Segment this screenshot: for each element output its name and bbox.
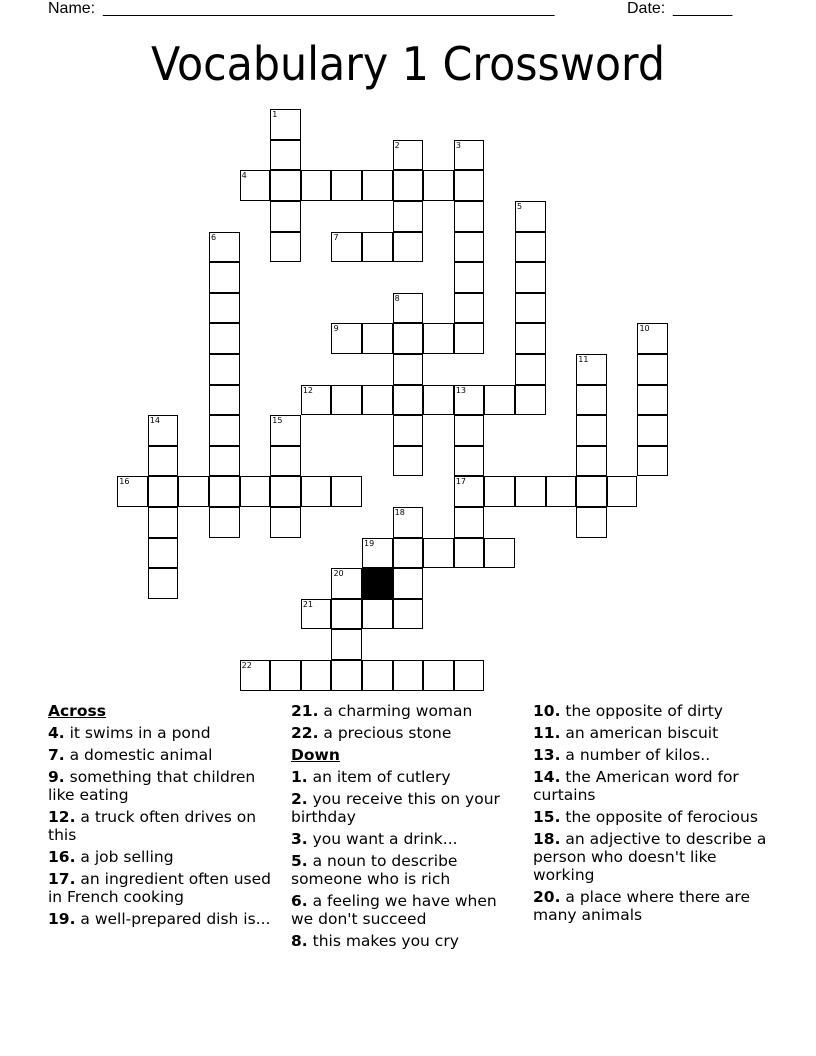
grid-cell[interactable] (637, 446, 668, 477)
grid-cell[interactable] (454, 293, 485, 324)
grid-cell[interactable] (209, 476, 240, 507)
clue-number: 2 (394, 140, 400, 150)
grid-cell[interactable] (331, 323, 362, 354)
down-clue (291, 768, 521, 786)
grid-cell[interactable] (270, 201, 301, 232)
down-clue (291, 830, 521, 848)
grid-cell[interactable] (331, 476, 362, 507)
clue-num: 4. (48, 724, 65, 742)
grid-cell[interactable] (331, 232, 362, 263)
grid-cell[interactable] (515, 385, 546, 416)
grid-cell[interactable] (393, 507, 424, 538)
clue-number: 8 (394, 293, 400, 303)
grid-cell[interactable] (209, 323, 240, 354)
down-clue-list-continued (533, 702, 773, 924)
grid-cell[interactable] (270, 660, 301, 691)
clue-num: 11. (533, 724, 561, 742)
grid-cell[interactable] (209, 262, 240, 293)
grid-cell[interactable] (178, 476, 209, 507)
grid-cell[interactable] (362, 599, 393, 630)
clue-text: the opposite of ferocious (565, 808, 758, 826)
grid-cell[interactable] (301, 599, 332, 630)
clue-num: 22. (291, 724, 319, 742)
grid-cell[interactable] (576, 507, 607, 538)
clue-number: 5 (517, 202, 523, 212)
name-date-header (48, 0, 768, 20)
clue-text: an item of cutlery (312, 768, 451, 786)
clue-num: 5. (291, 852, 308, 870)
down-clue (533, 830, 773, 884)
grid-cell[interactable] (148, 507, 179, 538)
down-clue (533, 746, 773, 764)
grid-cell[interactable] (454, 323, 485, 354)
clues-column-2 (291, 702, 521, 954)
clue-number: 17 (455, 477, 467, 487)
grid-cell[interactable] (484, 538, 515, 569)
clue-text: the American word for curtains (533, 768, 739, 804)
clue-num: 6. (291, 892, 308, 910)
grid-cell[interactable] (148, 476, 179, 507)
clue-number: 12 (302, 385, 314, 395)
clue-text: a charming woman (323, 702, 473, 720)
across-clue (291, 724, 521, 742)
grid-cell[interactable] (423, 323, 454, 354)
clue-text: a truck often drives on this (48, 808, 257, 844)
down-clue (533, 808, 773, 826)
across-clue (48, 768, 278, 804)
grid-cell[interactable] (423, 660, 454, 691)
grid-cell[interactable] (454, 385, 485, 416)
grid-cell[interactable] (301, 385, 332, 416)
clue-number: 14 (149, 416, 161, 426)
clue-number: 13 (455, 385, 467, 395)
grid-cell[interactable] (362, 385, 393, 416)
grid-cell[interactable] (209, 293, 240, 324)
grid-cell[interactable] (393, 385, 424, 416)
grid-cell[interactable] (209, 385, 240, 416)
grid-cell[interactable] (270, 446, 301, 477)
clue-num: 8. (291, 932, 308, 950)
across-clue (48, 910, 278, 928)
grid-cell[interactable] (454, 262, 485, 293)
down-clue (291, 852, 521, 888)
down-clue-list (291, 768, 521, 950)
grid-cell[interactable] (637, 415, 668, 446)
grid-cell[interactable] (576, 446, 607, 477)
grid-cell[interactable] (240, 170, 271, 201)
grid-cell[interactable] (423, 385, 454, 416)
grid-cell[interactable] (270, 170, 301, 201)
down-clue (533, 888, 773, 924)
clue-text: a number of kilos.. (565, 746, 711, 764)
grid-cell[interactable] (515, 476, 546, 507)
grid-cell[interactable] (576, 415, 607, 446)
grid-cell[interactable] (270, 415, 301, 446)
grid-cell[interactable] (454, 660, 485, 691)
down-clue (533, 724, 773, 742)
name-label: Name: (48, 0, 96, 17)
clue-text: a precious stone (323, 724, 452, 742)
grid-cell[interactable] (331, 170, 362, 201)
name-field[interactable]: ______________________________________________________ (103, 0, 554, 17)
grid-cell[interactable] (423, 538, 454, 569)
crossword-grid (118, 110, 678, 694)
clue-number: 16 (119, 477, 130, 487)
clue-text: you receive this on your birthday (291, 790, 500, 826)
grid-cell[interactable] (393, 201, 424, 232)
grid-cell[interactable] (393, 232, 424, 263)
grid-cell[interactable] (270, 232, 301, 263)
clue-text: a place where there are many animals (533, 888, 750, 924)
grid-cell[interactable] (148, 568, 179, 599)
clue-text: the opposite of dirty (565, 702, 723, 720)
clue-num: 13. (533, 746, 561, 764)
clue-text: this makes you cry (312, 932, 459, 950)
grid-cell[interactable] (393, 140, 424, 171)
clue-num: 2. (291, 790, 308, 808)
down-heading: Down (291, 746, 340, 764)
grid-cell[interactable] (393, 446, 424, 477)
clue-num: 9. (48, 768, 65, 786)
clue-text: a noun to describe someone who is rich (291, 852, 458, 888)
grid-cell[interactable] (546, 476, 577, 507)
grid-cell[interactable] (270, 476, 301, 507)
grid-cell[interactable] (148, 415, 179, 446)
clue-text: it swims in a pond (69, 724, 211, 742)
grid-cell[interactable] (362, 323, 393, 354)
across-clue (48, 746, 278, 764)
clue-number: 1 (272, 110, 278, 120)
grid-cell[interactable] (454, 140, 485, 171)
grid-cell[interactable] (637, 385, 668, 416)
black-cell (362, 568, 393, 599)
grid-cell[interactable] (454, 415, 485, 446)
clue-num: 14. (533, 768, 561, 786)
clue-number: 22 (241, 661, 252, 671)
grid-cell[interactable] (393, 293, 424, 324)
clue-text: a job selling (80, 848, 174, 866)
grid-cell[interactable] (209, 415, 240, 446)
grid-cell[interactable] (515, 232, 546, 263)
down-clue (533, 768, 773, 804)
across-clue (48, 870, 278, 906)
grid-cell[interactable] (209, 507, 240, 538)
date-field[interactable]: _______ (673, 0, 732, 17)
grid-cell[interactable] (270, 507, 301, 538)
grid-cell[interactable] (331, 568, 362, 599)
clue-number: 7 (333, 232, 339, 242)
grid-cell[interactable] (362, 232, 393, 263)
grid-cell[interactable] (117, 476, 148, 507)
across-clue-list (48, 724, 278, 928)
clue-num: 1. (291, 768, 308, 786)
grid-cell[interactable] (576, 354, 607, 385)
grid-cell[interactable] (148, 446, 179, 477)
down-clue (533, 702, 773, 720)
clue-text: an american biscuit (565, 724, 719, 742)
clues-column-3 (533, 702, 773, 928)
clue-text: you want a drink... (312, 830, 458, 848)
across-clue (48, 848, 278, 866)
grid-cell[interactable] (209, 354, 240, 385)
clue-text: something that children like eating (48, 768, 256, 804)
clue-text: a feeling we have when we don't succeed (291, 892, 497, 928)
grid-cell[interactable] (331, 629, 362, 660)
grid-cell[interactable] (637, 323, 668, 354)
down-clue (291, 892, 521, 928)
grid-cell[interactable] (301, 476, 332, 507)
clue-num: 16. (48, 848, 76, 866)
clue-num: 18. (533, 830, 561, 848)
grid-cell[interactable] (362, 538, 393, 569)
clue-num: 12. (48, 808, 76, 826)
grid-cell[interactable] (393, 660, 424, 691)
grid-cell[interactable] (393, 538, 424, 569)
across-clue (48, 724, 278, 742)
grid-cell[interactable] (393, 599, 424, 630)
across-clue (48, 808, 278, 844)
grid-cell[interactable] (331, 385, 362, 416)
across-clue-list-continued (291, 702, 521, 742)
grid-cell[interactable] (393, 170, 424, 201)
clue-number: 3 (455, 140, 461, 150)
clue-number: 18 (394, 508, 405, 518)
clue-num: 10. (533, 702, 561, 720)
clue-number: 15 (272, 416, 283, 426)
grid-cell[interactable] (454, 476, 485, 507)
clue-number: 9 (333, 324, 339, 334)
grid-cell[interactable] (362, 660, 393, 691)
grid-cell[interactable] (515, 354, 546, 385)
clue-num: 21. (291, 702, 319, 720)
grid-cell[interactable] (209, 232, 240, 263)
clue-number: 19 (364, 538, 375, 548)
grid-cell[interactable] (454, 232, 485, 263)
grid-cell[interactable] (454, 507, 485, 538)
clue-number: 6 (211, 232, 217, 242)
grid-cell[interactable] (423, 170, 454, 201)
grid-cell[interactable] (331, 660, 362, 691)
grid-cell[interactable] (362, 170, 393, 201)
grid-cell[interactable] (454, 201, 485, 232)
clue-number: 21 (302, 599, 314, 609)
clue-text: an ingredient often used in French cooking (48, 870, 272, 906)
grid-cell[interactable] (270, 109, 301, 140)
grid-cell[interactable] (454, 170, 485, 201)
grid-cell[interactable] (607, 476, 638, 507)
clue-num: 3. (291, 830, 308, 848)
grid-cell[interactable] (515, 323, 546, 354)
grid-cell[interactable] (515, 201, 546, 232)
clue-text: a well-prepared dish is... (80, 910, 271, 928)
clue-text: a domestic animal (69, 746, 213, 764)
clue-text: an adjective to describe a person who doesn't like working (533, 830, 767, 884)
grid-cell[interactable] (331, 599, 362, 630)
grid-cell[interactable] (270, 140, 301, 171)
clue-num: 20. (533, 888, 561, 906)
grid-cell[interactable] (515, 262, 546, 293)
clue-number: 20 (333, 569, 344, 579)
page-title: Vocabulary 1 Crossword (151, 37, 665, 91)
grid-cell[interactable] (148, 538, 179, 569)
grid-cell[interactable] (576, 385, 607, 416)
clue-num: 15. (533, 808, 561, 826)
grid-cell[interactable] (240, 476, 271, 507)
grid-cell[interactable] (454, 538, 485, 569)
grid-cell[interactable] (484, 385, 515, 416)
grid-cell[interactable] (515, 293, 546, 324)
grid-cell[interactable] (209, 446, 240, 477)
grid-cell[interactable] (484, 476, 515, 507)
grid-cell[interactable] (454, 446, 485, 477)
clue-num: 19. (48, 910, 76, 928)
clues-column-1 (48, 702, 278, 932)
grid-cell[interactable] (393, 568, 424, 599)
grid-cell[interactable] (301, 170, 332, 201)
across-clue (291, 702, 521, 720)
grid-cell[interactable] (393, 323, 424, 354)
down-clue (291, 932, 521, 950)
grid-cell[interactable] (301, 660, 332, 691)
grid-cell[interactable] (393, 354, 424, 385)
grid-cell[interactable] (637, 354, 668, 385)
clue-number: 4 (241, 171, 247, 181)
date-label: Date: (627, 0, 666, 17)
across-heading: Across (48, 702, 106, 720)
clue-number: 10 (639, 324, 650, 334)
clue-number: 11 (578, 355, 589, 365)
grid-cell[interactable] (393, 415, 424, 446)
grid-cell[interactable] (240, 660, 271, 691)
down-clue (291, 790, 521, 826)
clue-num: 7. (48, 746, 65, 764)
clue-num: 17. (48, 870, 76, 888)
grid-cell[interactable] (576, 476, 607, 507)
